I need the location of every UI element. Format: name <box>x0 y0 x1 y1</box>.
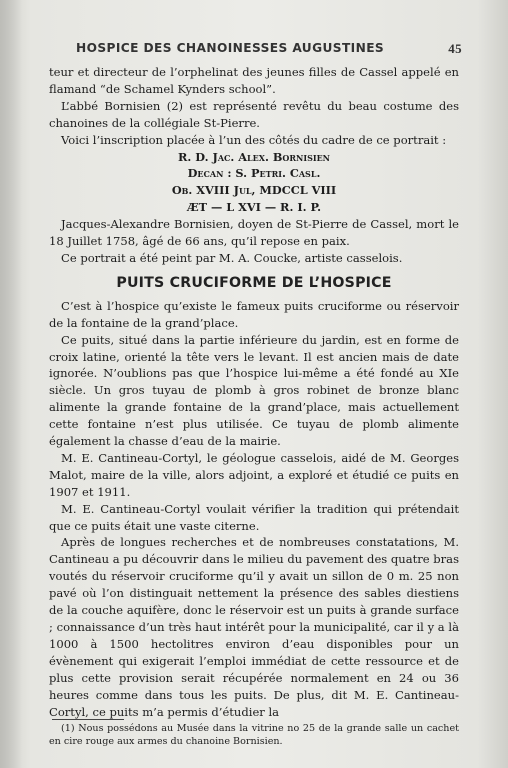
page-number: 45 <box>448 41 462 56</box>
body-text <box>49 64 459 720</box>
inscription-line: ÆT — L XVI — R. I. P. <box>186 200 322 215</box>
running-header <box>76 41 466 55</box>
footnote-text: (1) Nous possédons au Musée dans la vitrine no 25 de la grande salle un cachet en cire rouge aux armes du chanoine Bornisien. <box>49 723 459 747</box>
paragraph: Jacques-Alexandre Bornisien, doyen de St-Pierre de Cassel, mort le 18 Juillet 1758, âgé de 66 ans, qu’il repose en paix. <box>49 217 459 249</box>
inscription-line: Decan : S. Petri. Casl. <box>187 166 321 181</box>
inscription-line: Ob. XVIII Jul, MDCCL VIII <box>171 183 337 198</box>
paragraph: M. E. Cantineau-Cortyl voulait vérifier la tradition qui prétendait que ce puits était une vaste citerne. <box>49 501 459 533</box>
paragraph: Après de longues recherches et de nombreuses constatations, M. Cantineau a pu découvrir dans le milieu du pavement des quatre bras voutés du réservoir cruciforme qu’il y avait un sillon de 0 m. 25 non pavé où l’on distinguait nettement la présence des sables diestiens de la couche aquifère, donc le réservoir est un puits à grande surface ; connaissance d’un très haut intérêt pour la municipalité, car il y a là 1000 à 1500 hectolitres environ d’eau disponibles pour un évènement qui exigerait l’emploi immédiat de cette ressource et de plus cette provision serait récupérée normalement en 24 ou 36 heures comme dans tous les puits. De plus, dit M. E. Cantineau-Cortyl, ce puits m’a permis d’étudier la <box>49 535 459 719</box>
footnote-separator <box>52 719 124 720</box>
paragraph: M. E. Cantineau-Cortyl, le géologue casselois, aidé de M. Georges Malot, maire de la ville, alors adjoint, a exploré et étudié ce puits en 1907 et 1911. <box>49 450 459 499</box>
footnote <box>49 723 459 748</box>
paragraph: L’abbé Bornisien (2) est représenté revêtu du beau costume des chanoines de la collégiale St-Pierre. <box>49 98 459 130</box>
paragraph: Ce portrait a été peint par M. A. Coucke, artiste casselois. <box>61 250 403 265</box>
paragraph: C’est à l’hospice qu’existe le fameux puits cruciforme ou réservoir de la fontaine de la grand’place. <box>49 298 459 330</box>
header-title: HOSPICE DES CHANOINESSES AUGUSTINES <box>76 41 385 55</box>
paragraph: Voici l’inscription placée à l’un des côtés du cadre de ce portrait : <box>61 132 447 147</box>
scan-edge-shadow <box>0 0 22 768</box>
paragraph: Ce puits, situé dans la partie inférieure du jardin, est en forme de croix latine, orienté la tête vers le levant. Il est ancien mais de date ignorée. N’oublions pas que l’hospice lui-même a été fondé au XIe siècle. Un gros tuyau de plomb à gros robinet de bronze blanc alimente la grande fontaine de la grand’place, mais actuellement cette fontaine n’est plus utilisée. Ce tuyau de plomb alimente également la chasse d’eau de la mairie. <box>49 332 459 449</box>
paragraph: teur et directeur de l’orphelinat des jeunes filles de Cassel appelé en flamand “de Schamel Kynders school”. <box>49 65 459 96</box>
section-title: PUITS CRUCIFORME DE L’HOSPICE <box>116 274 392 291</box>
inscription-line: R. D. Jac. Alex. Bornisien <box>177 149 330 164</box>
